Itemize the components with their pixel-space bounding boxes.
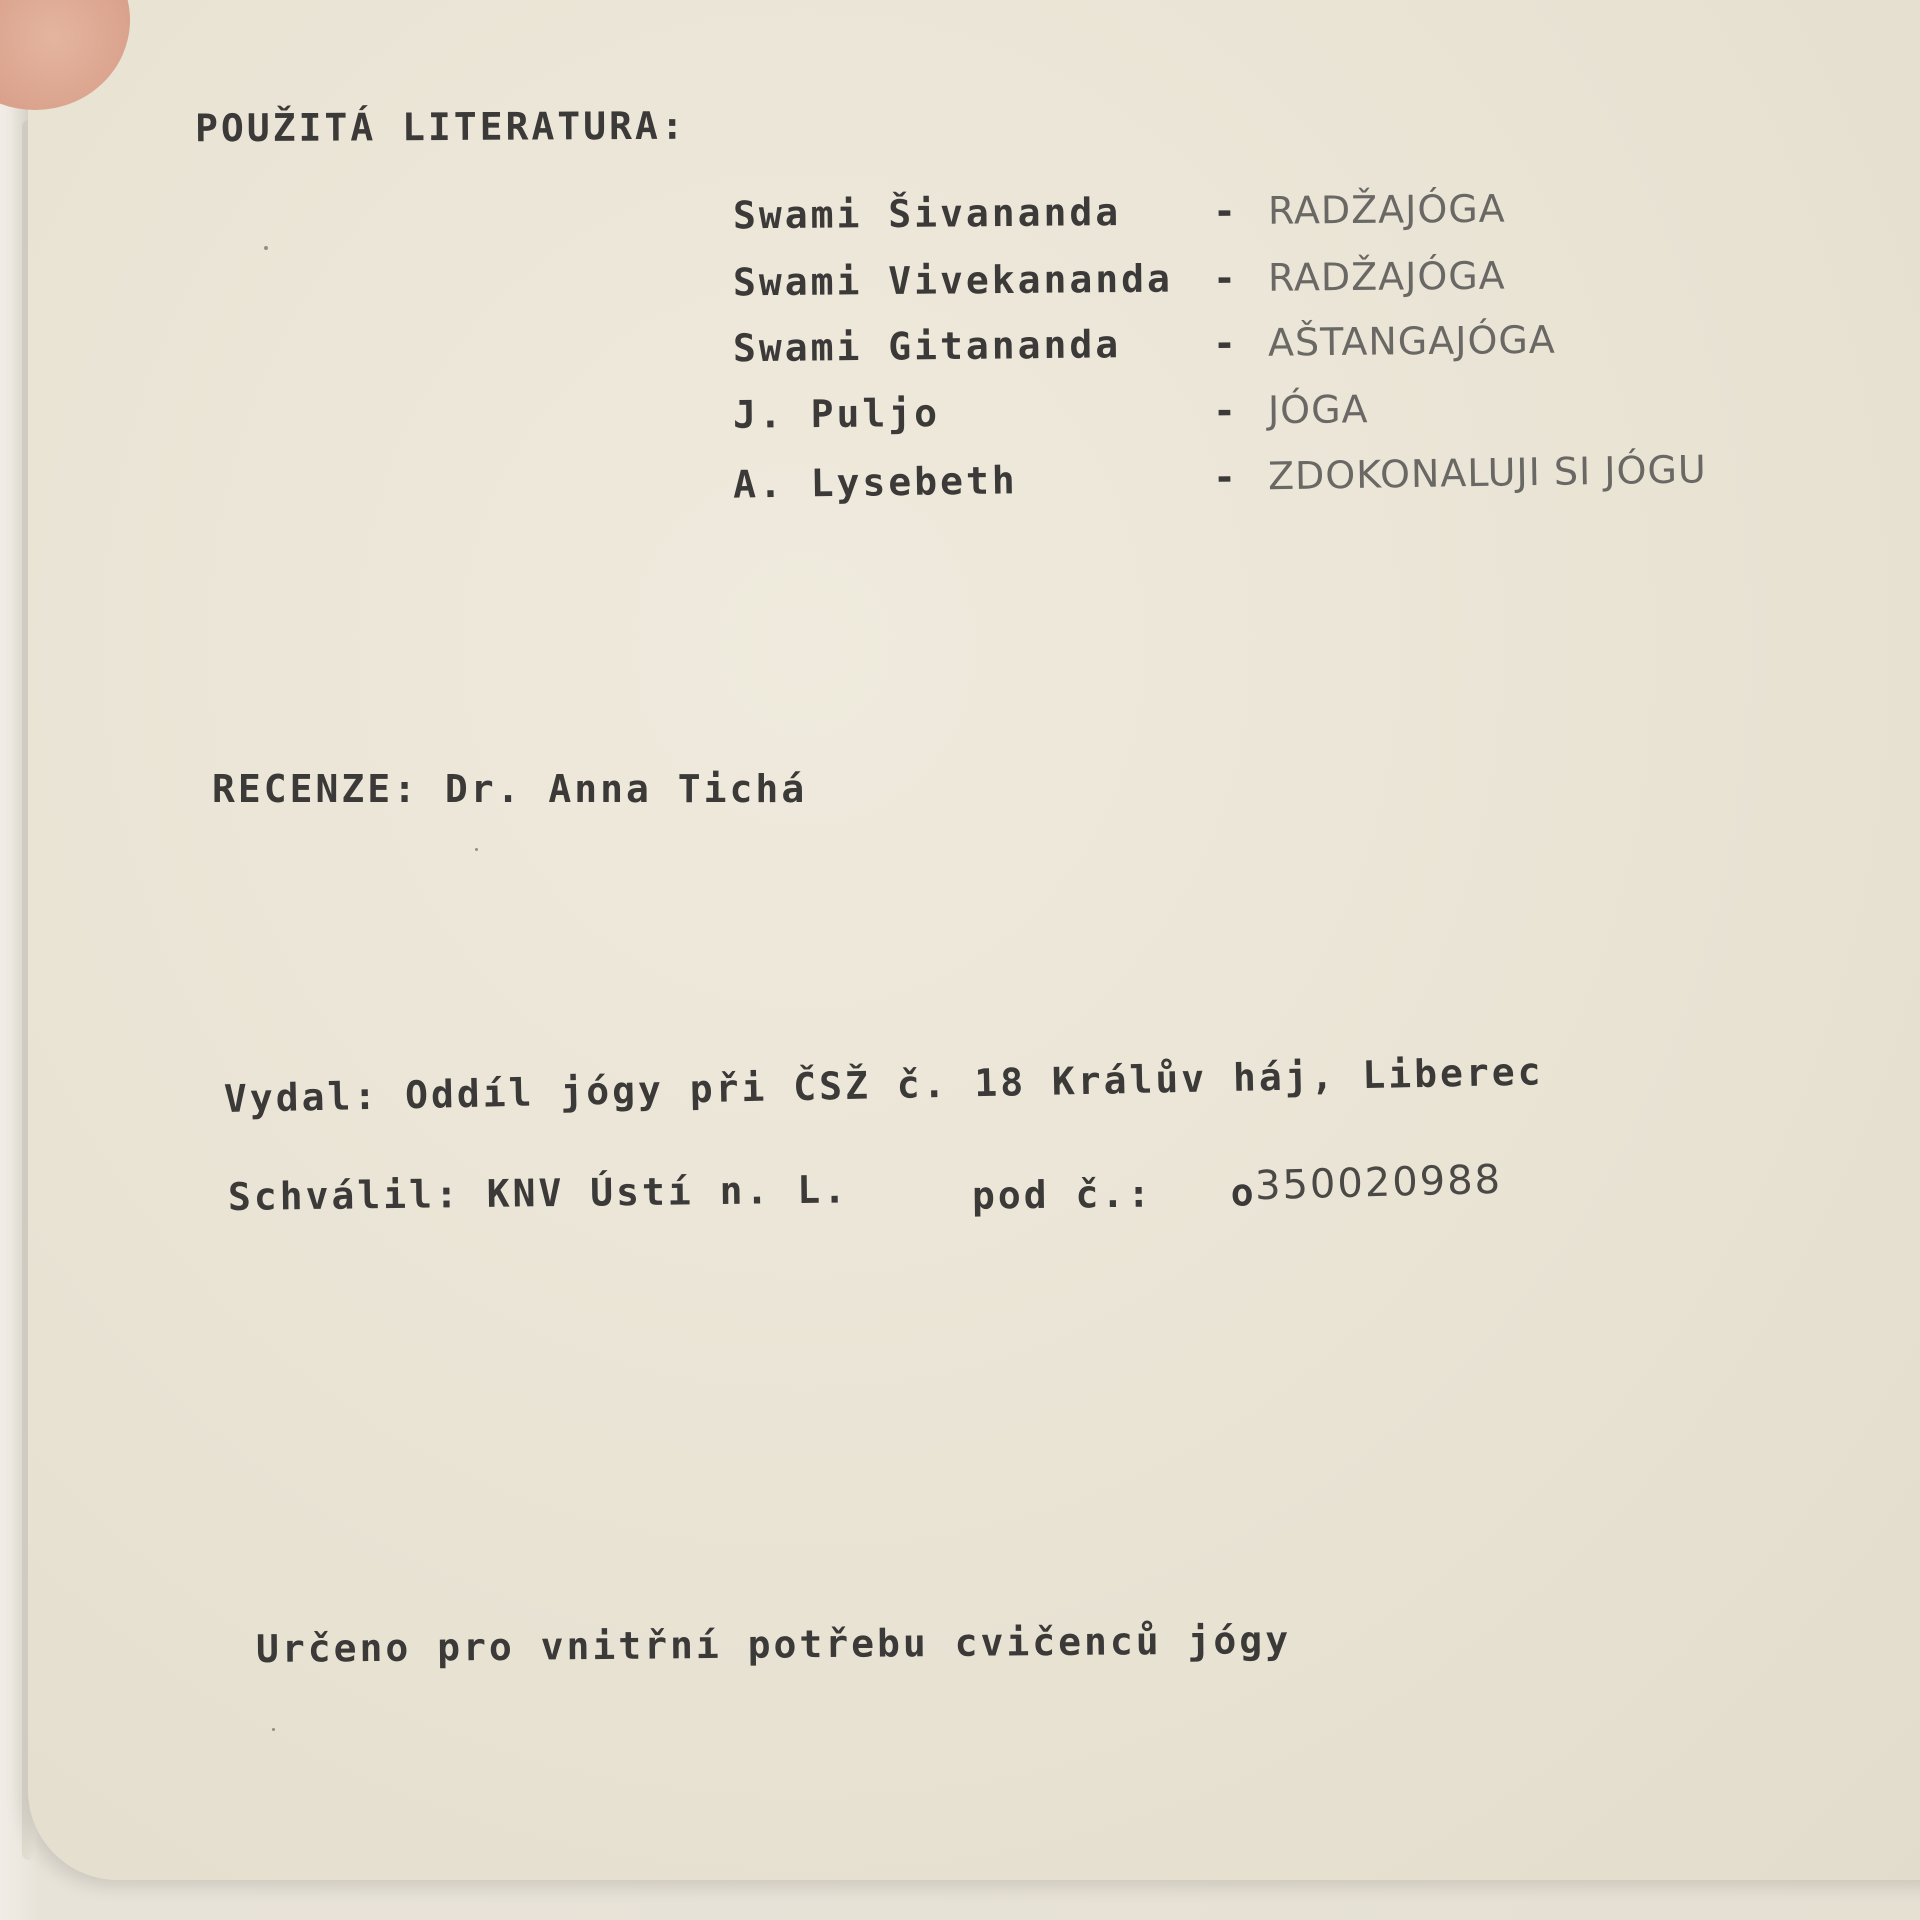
reference-title: ZDOKONALUJI SI JÓGU xyxy=(1267,447,1708,499)
reference-author: Swami Šivananda xyxy=(732,189,1122,238)
reference-title: RADŽAJÓGA xyxy=(1267,186,1506,233)
reference-dash: - xyxy=(1212,321,1237,366)
reference-row xyxy=(733,187,1506,238)
reference-author: Swami Vivekananda xyxy=(732,256,1174,305)
publisher-line: Vydal: Oddíl jógy při ČSŽ č. 18 Králův háj, Liberec xyxy=(223,1049,1544,1121)
intended-use-line: Určeno pro vnitřní potřebu cvičenců jógy xyxy=(255,1617,1292,1671)
reference-dash: - xyxy=(1212,188,1237,234)
reference-dash: - xyxy=(1212,454,1237,500)
reference-row xyxy=(733,254,1506,305)
literature-heading: POUŽITÁ LITERATURA: xyxy=(194,103,687,151)
reference-author: Swami Gitananda xyxy=(732,322,1122,371)
ink-speck xyxy=(272,1728,275,1731)
review-line: RECENZE: Dr. Anna Tichá xyxy=(212,767,808,811)
ink-speck xyxy=(264,246,268,250)
reference-dash: - xyxy=(1212,388,1237,433)
ink-speck xyxy=(475,848,478,851)
reference-title: RADŽAJÓGA xyxy=(1267,253,1506,300)
approval-number: 350020988 xyxy=(1254,1156,1503,1210)
reference-author: J. Puljo xyxy=(732,390,941,437)
reference-dash: - xyxy=(1212,255,1237,301)
reference-row xyxy=(733,387,1369,437)
reference-row xyxy=(733,318,1556,371)
reference-title: AŠTANGAJÓGA xyxy=(1267,317,1557,365)
approval-label: Schválil: KNV Ústí n. L. xyxy=(227,1167,850,1219)
approval-under-label: pod č.: o xyxy=(971,1170,1257,1218)
reference-author: A. Lysebeth xyxy=(732,458,1019,507)
reference-title: JÓGA xyxy=(1267,387,1369,433)
